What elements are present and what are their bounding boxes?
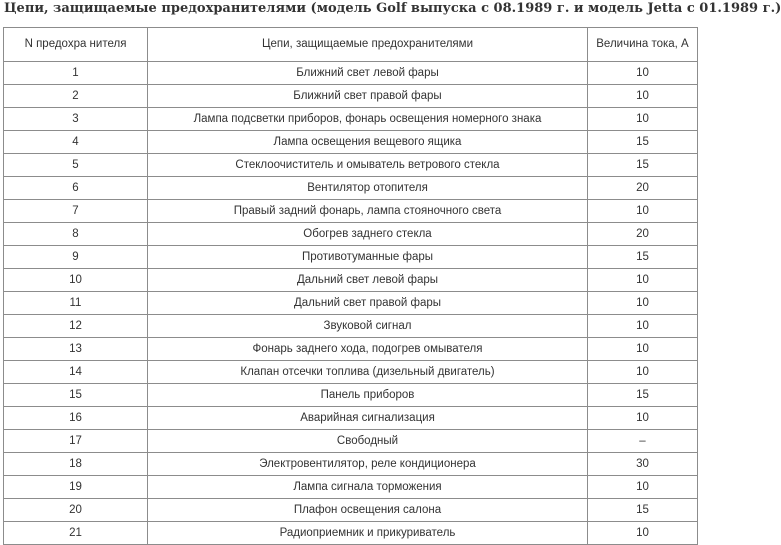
cell-circuit: Ближний свет правой фары [148, 85, 588, 108]
table-row [4, 315, 698, 338]
cell-circuit: Звуковой сигнал [148, 315, 588, 338]
cell-current: 15 [588, 384, 698, 407]
cell-fuse-number: 1 [4, 62, 148, 85]
table-row [4, 338, 698, 361]
table-row [4, 407, 698, 430]
cell-current: 10 [588, 407, 698, 430]
cell-fuse-number: 5 [4, 154, 148, 177]
cell-current: 20 [588, 223, 698, 246]
cell-fuse-number: 10 [4, 269, 148, 292]
table-row [4, 292, 698, 315]
table-row [4, 269, 698, 292]
cell-fuse-number: 7 [4, 200, 148, 223]
cell-fuse-number: 6 [4, 177, 148, 200]
cell-circuit: Электровентилятор, реле кондиционера [148, 453, 588, 476]
table-header-row [4, 28, 698, 62]
cell-circuit: Лампа подсветки приборов, фонарь освещения номерного знака [148, 108, 588, 131]
table-row [4, 154, 698, 177]
cell-current: 10 [588, 361, 698, 384]
cell-current: 10 [588, 269, 698, 292]
cell-current: 15 [588, 131, 698, 154]
table-row [4, 108, 698, 131]
table-body [4, 62, 698, 545]
cell-circuit: Дальний свет левой фары [148, 269, 588, 292]
cell-current: 10 [588, 62, 698, 85]
cell-circuit: Вентилятор отопителя [148, 177, 588, 200]
cell-circuit: Стеклоочиститель и омыватель ветрового стекла [148, 154, 588, 177]
cell-current: 15 [588, 499, 698, 522]
cell-fuse-number: 3 [4, 108, 148, 131]
cell-circuit: Лампа освещения вещевого ящика [148, 131, 588, 154]
cell-circuit: Плафон освещения салона [148, 499, 588, 522]
cell-current: 15 [588, 246, 698, 269]
cell-circuit: Свободный [148, 430, 588, 453]
table-row [4, 499, 698, 522]
table-row [4, 384, 698, 407]
table-row [4, 246, 698, 269]
column-header-fuse-number: N предохра нителя [4, 28, 148, 62]
cell-current: 10 [588, 315, 698, 338]
cell-circuit: Панель приборов [148, 384, 588, 407]
cell-circuit: Ближний свет левой фары [148, 62, 588, 85]
fuse-table [3, 27, 698, 545]
cell-circuit: Радиоприемник и прикуриватель [148, 522, 588, 545]
cell-current: – [588, 430, 698, 453]
cell-fuse-number: 19 [4, 476, 148, 499]
cell-current: 15 [588, 154, 698, 177]
column-header-circuits: Цепи, защищаемые предохранителями [148, 28, 588, 62]
cell-fuse-number: 12 [4, 315, 148, 338]
cell-current: 30 [588, 453, 698, 476]
cell-circuit: Обогрев заднего стекла [148, 223, 588, 246]
cell-fuse-number: 11 [4, 292, 148, 315]
cell-fuse-number: 14 [4, 361, 148, 384]
table-row [4, 62, 698, 85]
cell-circuit: Правый задний фонарь, лампа стояночного света [148, 200, 588, 223]
cell-current: 10 [588, 85, 698, 108]
cell-fuse-number: 16 [4, 407, 148, 430]
cell-current: 10 [588, 292, 698, 315]
cell-circuit: Аварийная сигнализация [148, 407, 588, 430]
table-row [4, 223, 698, 246]
column-header-current: Величина тока, А [588, 28, 698, 62]
cell-current: 10 [588, 200, 698, 223]
cell-circuit: Дальний свет правой фары [148, 292, 588, 315]
cell-circuit: Лампа сигнала торможения [148, 476, 588, 499]
cell-fuse-number: 15 [4, 384, 148, 407]
table-row [4, 85, 698, 108]
cell-current: 10 [588, 522, 698, 545]
cell-fuse-number: 2 [4, 85, 148, 108]
table-row [4, 453, 698, 476]
cell-fuse-number: 13 [4, 338, 148, 361]
cell-circuit: Фонарь заднего хода, подогрев омывателя [148, 338, 588, 361]
cell-current: 10 [588, 338, 698, 361]
cell-circuit: Противотуманные фары [148, 246, 588, 269]
cell-fuse-number: 4 [4, 131, 148, 154]
table-row [4, 177, 698, 200]
cell-current: 10 [588, 108, 698, 131]
cell-current: 20 [588, 177, 698, 200]
cell-fuse-number: 9 [4, 246, 148, 269]
cell-fuse-number: 18 [4, 453, 148, 476]
cell-fuse-number: 8 [4, 223, 148, 246]
cell-fuse-number: 20 [4, 499, 148, 522]
cell-circuit: Клапан отсечки топлива (дизельный двигатель) [148, 361, 588, 384]
table-row [4, 131, 698, 154]
cell-current: 10 [588, 476, 698, 499]
cell-fuse-number: 17 [4, 430, 148, 453]
page-title: Цепи, защищаемые предохранителями (модель Golf выпуска с 08.1989 г. и модель Jetta с 01.1989 г.) [4, 1, 781, 16]
table-row [4, 200, 698, 223]
table-row [4, 430, 698, 453]
table-row [4, 361, 698, 384]
cell-fuse-number: 21 [4, 522, 148, 545]
table-row [4, 522, 698, 545]
table-row [4, 476, 698, 499]
